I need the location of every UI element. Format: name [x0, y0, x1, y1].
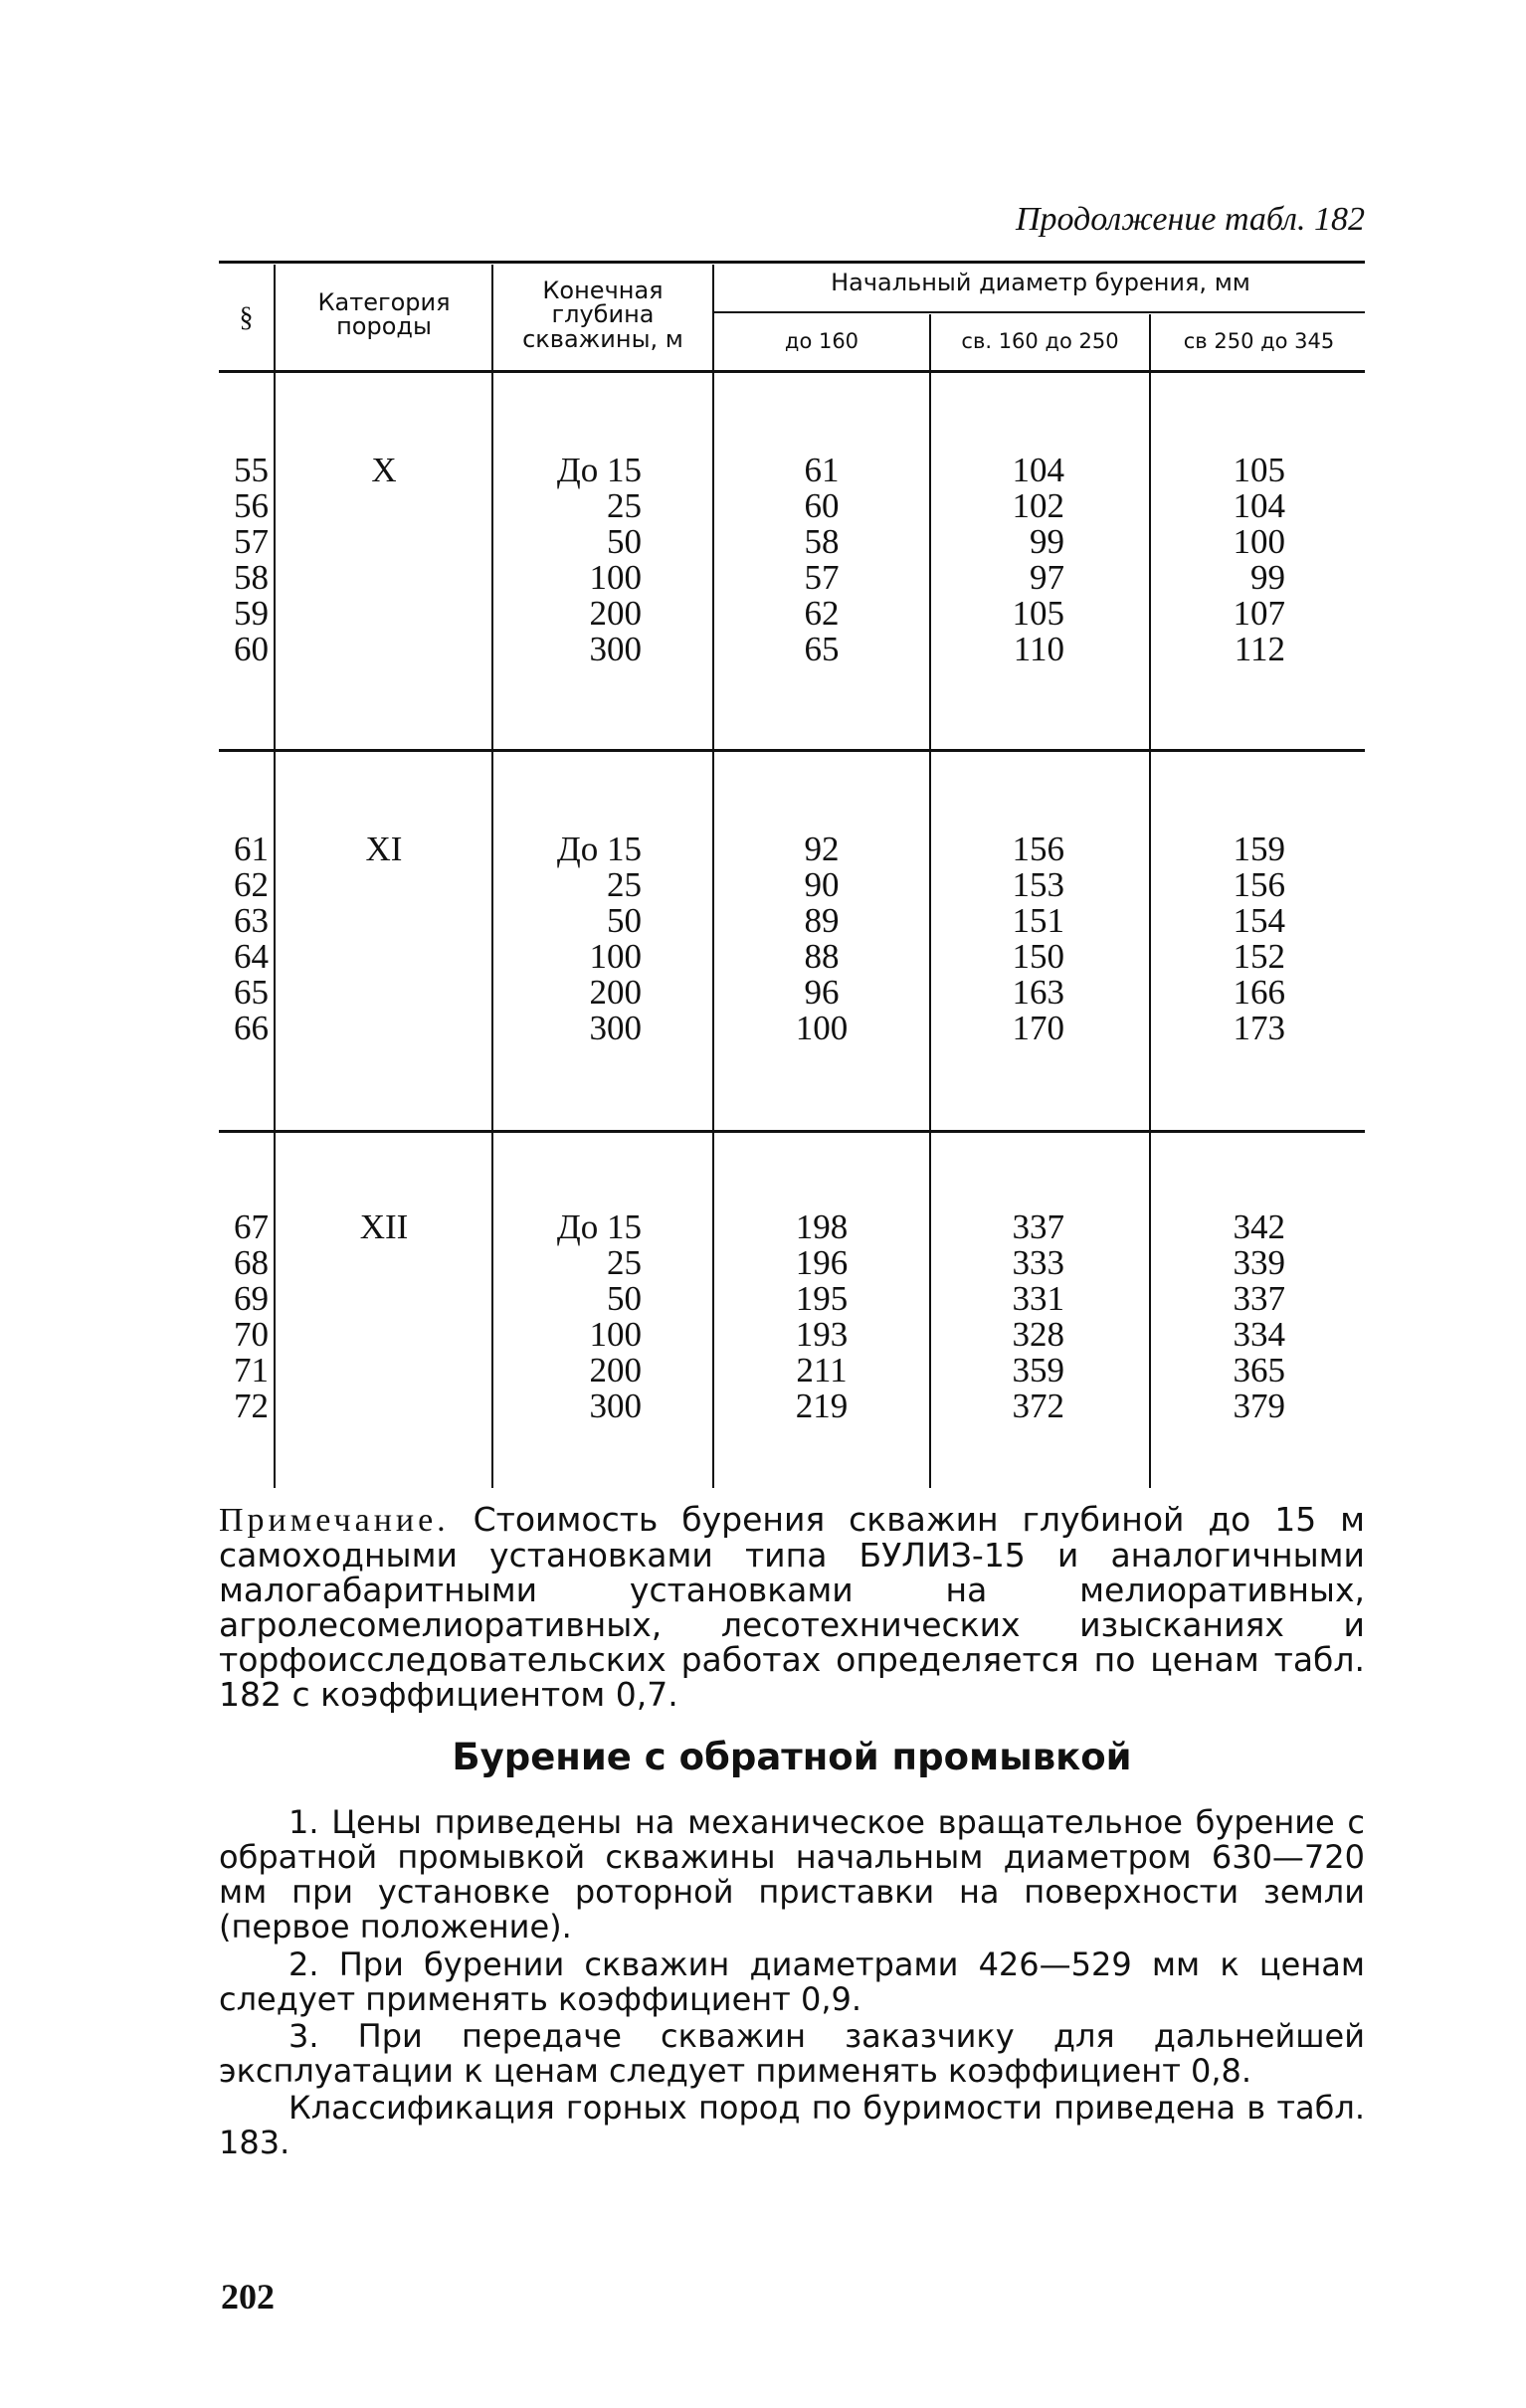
row-numbers-group-1: 55 56 57 58 59 60	[234, 451, 269, 668]
diameter-2-group-1: 104 102 99 97 105 110	[1012, 451, 1064, 668]
category-group-1: X	[371, 451, 397, 489]
table-continuation-caption: Продолжение табл. 182	[1015, 201, 1365, 238]
header-number: §	[239, 302, 254, 333]
header-depth: Конечная глубина скважины, м	[522, 277, 683, 353]
paragraph-3: 3. При передаче скважин заказчику для дальнейшей эксплуатации к ценам следует применять коэффициент 0,8.	[219, 2017, 1365, 2090]
column-rule	[929, 314, 931, 1488]
category-group-3: XII	[359, 1207, 409, 1246]
page-number: 202	[221, 2277, 275, 2316]
paragraph-2: 2. При бурении скважин диаметрами 426—529 мм к ценам следует применять коэффициент 0,9.	[219, 1945, 1365, 2018]
header-bottom-rule	[219, 370, 1365, 373]
paragraph-1: 1. Цены приведены на механическое вращательное бурение с обратной промывкой скважины начальным диаметром 630—720 мм при установке роторной приставки на поверхности земли (первое положение).	[219, 1803, 1365, 1945]
column-rule	[274, 265, 276, 1488]
depths-group-2: До 15 25 50 100 200 300	[556, 830, 642, 1047]
header-diameter-2: св. 160 до 250	[961, 329, 1119, 353]
diameter-1-group-1: 61 60 58 57 62 65	[804, 451, 840, 668]
diameter-1-group-2: 92 90 89 88 96 100	[795, 830, 849, 1047]
group-divider-rule	[219, 1130, 1365, 1133]
diameter-1-group-3: 198 196 195 193 211 219	[795, 1207, 849, 1425]
paragraph-4: Классификация горных пород по буримости приведена в табл. 183.	[219, 2089, 1365, 2161]
diameter-3-group-1: 105 104 100 99 107 112	[1233, 451, 1285, 668]
note-label: Примечание.	[219, 1502, 450, 1539]
depths-group-1: До 15 25 50 100 200 300	[556, 451, 642, 668]
note-text: Стоимость бурения скважин глубиной до 15 м самоходными установками типа БУЛИЗ-15 и аналогичными малогабаритными установками на мелиоративных, агролесомелиоративных, лесотехнических изысканиях и торфоисследовательских работах определяется по ценам табл. 182 с коэффициентом 0,7.	[219, 1500, 1366, 1714]
category-group-2: XI	[365, 830, 403, 868]
group-divider-rule	[219, 749, 1365, 752]
row-numbers-group-2: 61 62 63 64 65 66	[234, 830, 269, 1047]
diameter-3-group-2: 159 156 154 152 166 173	[1233, 830, 1285, 1047]
column-rule	[712, 265, 714, 1488]
column-rule	[1149, 314, 1151, 1488]
diameter-3-group-3: 342 339 337 334 365 379	[1233, 1207, 1285, 1425]
header-diameter-group: Начальный диаметр бурения, мм	[831, 269, 1250, 296]
section-title: Бурение с обратной промывкой	[452, 1736, 1132, 1778]
row-numbers-group-3: 67 68 69 70 71 72	[234, 1207, 269, 1425]
column-rule	[491, 265, 493, 1488]
header-diameter-3: св 250 до 345	[1183, 329, 1335, 353]
table-note	[219, 1502, 1365, 1712]
diameter-2-group-2: 156 153 151 150 163 170	[1012, 830, 1064, 1047]
header-category: Категория породы	[317, 288, 451, 341]
table-top-rule	[219, 261, 1365, 264]
header-sub-rule	[714, 311, 1365, 313]
header-diameter-1: до 160	[784, 329, 859, 353]
depths-group-3: До 15 25 50 100 200 300	[556, 1207, 642, 1425]
diameter-2-group-3: 337 333 331 328 359 372	[1012, 1207, 1064, 1425]
